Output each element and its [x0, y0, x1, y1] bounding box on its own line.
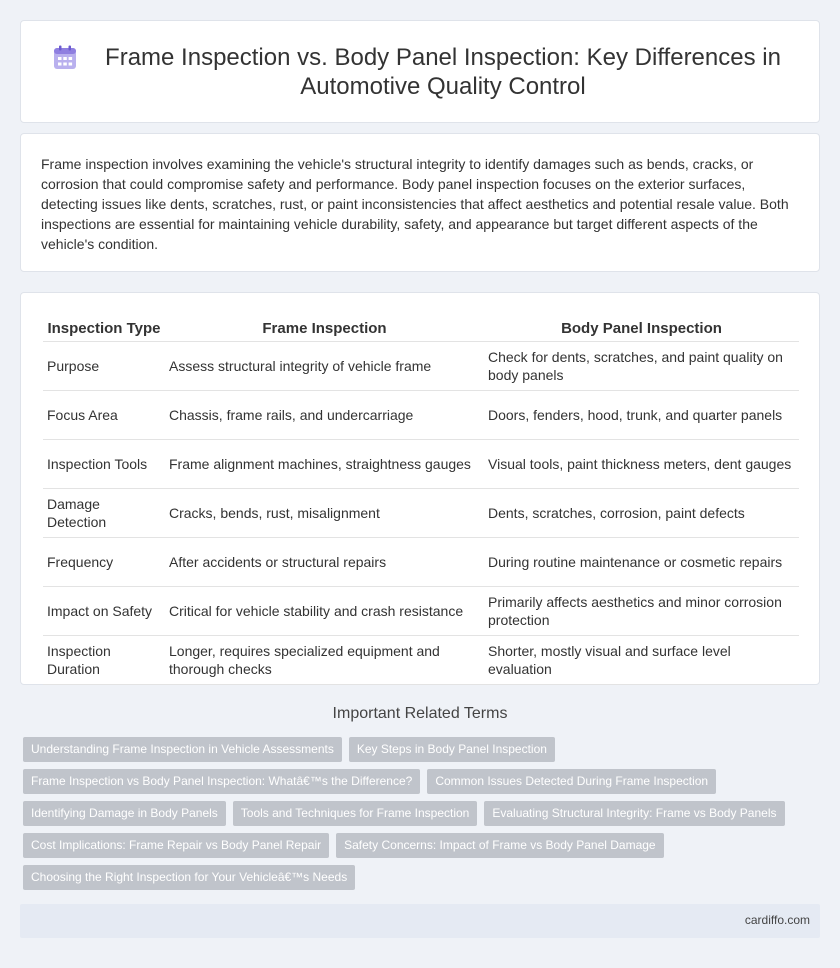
- footer-site-link[interactable]: cardiffo.com: [744, 913, 810, 927]
- table-row: [43, 587, 799, 636]
- table-row: [43, 636, 799, 685]
- table-cell: Impact on Safety: [43, 587, 165, 636]
- related-term-link[interactable]: Frame Inspection vs Body Panel Inspection: Whatâ€™s the Difference?: [23, 769, 420, 794]
- table-cell: Damage Detection: [43, 489, 165, 538]
- comparison-table: [43, 315, 799, 685]
- related-term-link[interactable]: Tools and Techniques for Frame Inspection: [233, 801, 478, 826]
- intro-paragraph: Frame inspection involves examining the vehicle's structural integrity to identify damages such as bends, cracks, or corrosion that could compromise safety and performance. Body panel inspection focuses on the exterior surfaces, detecting issues like dents, scratches, rust, or paint inconsistencies that affect aesthetics and potential resale value. Both inspections are essential for maintaining vehicle durability, safety, and appearance but target different aspects of the vehicle's condition.: [41, 156, 789, 252]
- related-term-link[interactable]: Evaluating Structural Integrity: Frame vs Body Panels: [484, 801, 784, 826]
- related-term-link[interactable]: Understanding Frame Inspection in Vehicle Assessments: [23, 737, 342, 762]
- column-header: Inspection Type: [43, 315, 165, 342]
- table-cell: Frequency: [43, 538, 165, 587]
- related-term-link[interactable]: Identifying Damage in Body Panels: [23, 801, 226, 826]
- footer: [20, 904, 820, 938]
- related-term-link[interactable]: Choosing the Right Inspection for Your Vehicleâ€™s Needs: [23, 865, 355, 890]
- intro-card: [20, 133, 820, 272]
- table-cell: Doors, fenders, hood, trunk, and quarter panels: [484, 391, 799, 440]
- table-cell: Dents, scratches, corrosion, paint defects: [484, 489, 799, 538]
- table-row: [43, 342, 799, 391]
- related-terms-list: [23, 737, 813, 897]
- table-header-row: [43, 315, 799, 342]
- table-row: [43, 440, 799, 489]
- table-row: [43, 391, 799, 440]
- table-cell: Inspection Tools: [43, 440, 165, 489]
- table-cell: Visual tools, paint thickness meters, dent gauges: [484, 440, 799, 489]
- column-header: Body Panel Inspection: [484, 315, 799, 342]
- title-card: [20, 20, 820, 123]
- table-cell: Shorter, mostly visual and surface level evaluation: [484, 636, 799, 685]
- related-term-link[interactable]: Cost Implications: Frame Repair vs Body Panel Repair: [23, 833, 329, 858]
- related-term-link[interactable]: Key Steps in Body Panel Inspection: [349, 737, 555, 762]
- table-cell: Cracks, bends, rust, misalignment: [165, 489, 484, 538]
- table-cell: Assess structural integrity of vehicle frame: [165, 342, 484, 391]
- table-cell: Primarily affects aesthetics and minor corrosion protection: [484, 587, 799, 636]
- table-cell: Inspection Duration: [43, 636, 165, 685]
- table-cell: After accidents or structural repairs: [165, 538, 484, 587]
- table-cell: Chassis, frame rails, and undercarriage: [165, 391, 484, 440]
- related-term-link[interactable]: Common Issues Detected During Frame Inspection: [427, 769, 716, 794]
- table-cell: Focus Area: [43, 391, 165, 440]
- table-cell: During routine maintenance or cosmetic repairs: [484, 538, 799, 587]
- table-cell: Critical for vehicle stability and crash resistance: [165, 587, 484, 636]
- comparison-card: [20, 292, 820, 685]
- table-cell: Longer, requires specialized equipment and thorough checks: [165, 636, 484, 685]
- related-terms-heading: Important Related Terms: [332, 705, 508, 722]
- table-row: [43, 538, 799, 587]
- calendar-icon: [51, 44, 79, 72]
- table-row: [43, 489, 799, 538]
- table-cell: Purpose: [43, 342, 165, 391]
- related-term-link[interactable]: Safety Concerns: Impact of Frame vs Body Panel Damage: [336, 833, 663, 858]
- table-cell: Frame alignment machines, straightness gauges: [165, 440, 484, 489]
- page-title: Frame Inspection vs. Body Panel Inspection: Key Differences in Automotive Quality Control: [105, 43, 781, 100]
- table-cell: Check for dents, scratches, and paint quality on body panels: [484, 342, 799, 391]
- column-header: Frame Inspection: [165, 315, 484, 342]
